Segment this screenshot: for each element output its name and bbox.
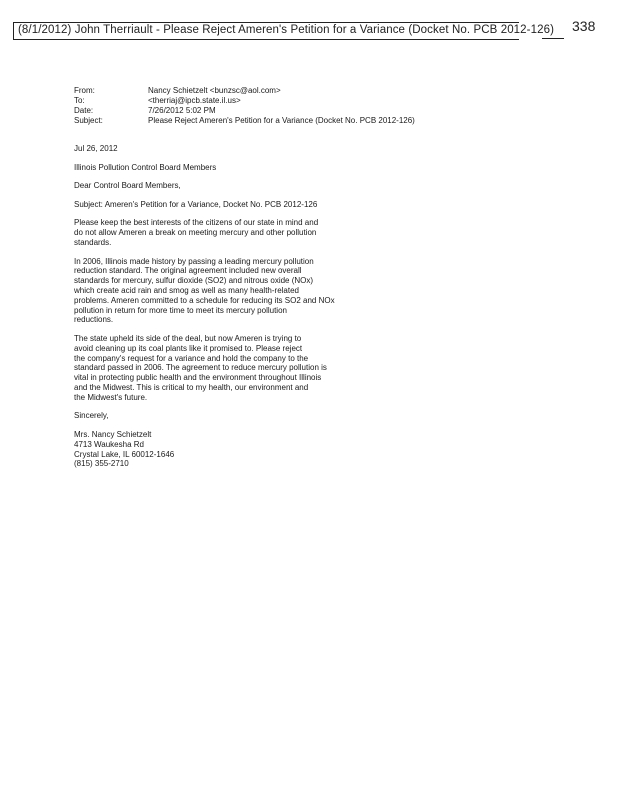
paragraph-line: In 2006, Illinois made history by passing a leading mercury pollution [74, 256, 314, 266]
paragraph-line: standards for mercury, sulfur dioxide (SO2) and nitrous oxide (NOx) [74, 276, 314, 286]
subject-row [74, 116, 415, 126]
paragraph-2 [74, 257, 344, 326]
letter-closing: Sincerely, [74, 411, 109, 421]
paragraph-line: which create acid rain and smog as well as many health-related [74, 285, 300, 295]
paragraph-line: do not allow Ameren a break on meeting mercury and other pollution [74, 228, 317, 238]
letter-body [74, 144, 344, 478]
letter-greeting: Dear Control Board Members, [74, 181, 181, 191]
paragraph-line: standard passed in 2006. The agreement to reduce mercury pollution is [74, 363, 327, 373]
signature-phone: (815) 355-2710 [74, 459, 129, 469]
paragraph-line: avoid cleaning up its coal plants like it promised to. Please reject [74, 343, 303, 353]
paragraph-line: pollution in return for more time to meet its mercury pollution [74, 305, 287, 315]
letter-recipient: Illinois Pollution Control Board Members [74, 162, 217, 172]
to-row [74, 96, 415, 106]
subject-value: Please Reject Ameren's Petition for a Variance (Docket No. PCB 2012-126) [148, 116, 415, 125]
paragraph-line: standards. [74, 237, 112, 247]
from-value: Nancy Schietzelt <bunzsc@aol.com> [148, 86, 281, 95]
paragraph-line: the Midwest's future. [74, 392, 148, 402]
date-value: 7/26/2012 5:02 PM [148, 106, 216, 115]
signature-block [74, 430, 344, 469]
paragraph-line: reduction standard. The original agreement included new overall [74, 266, 302, 276]
paragraph-1 [74, 218, 344, 247]
subject-label: Subject: [74, 116, 103, 125]
signature-city: Crystal Lake, IL 60012-1646 [74, 449, 175, 459]
from-label: From: [74, 86, 95, 95]
header-bar [14, 22, 555, 40]
paragraph-line: and the Midwest. This is critical to my health, our environment and [74, 382, 309, 392]
date-row [74, 106, 415, 116]
paragraph-line: The state upheld its side of the deal, but now Ameren is trying to [74, 333, 302, 343]
page-number: 338 [572, 18, 596, 34]
paragraph-3 [74, 334, 344, 403]
paragraph-line: vital in protecting public health and the environment throughout Illinois [74, 373, 322, 383]
letter-subject-line: Subject: Ameren's Petition for a Variance, Docket No. PCB 2012-126 [74, 199, 318, 209]
date-label: Date: [74, 106, 94, 115]
email-header [74, 86, 415, 126]
signature-name: Mrs. Nancy Schietzelt [74, 429, 152, 439]
paragraph-line: problems. Ameren committed to a schedule for reducing its SO2 and NOx [74, 295, 335, 305]
document-title: (8/1/2012) John Therriault - Please Reject Ameren's Petition for a Variance (Docket No. PCB 2012-126) [18, 24, 555, 36]
paragraph-line: the company's request for a variance and hold the company to the [74, 353, 309, 363]
from-row [74, 86, 415, 96]
to-value: <therriaj@ipcb.state.il.us> [148, 96, 241, 105]
header-underline [542, 38, 564, 39]
to-label: To: [74, 96, 85, 105]
paragraph-line: reductions. [74, 315, 114, 325]
paragraph-line: Please keep the best interests of the citizens of our state in mind and [74, 218, 319, 228]
signature-street: 4713 Waukesha Rd [74, 439, 144, 449]
letter-date: Jul 26, 2012 [74, 144, 118, 153]
